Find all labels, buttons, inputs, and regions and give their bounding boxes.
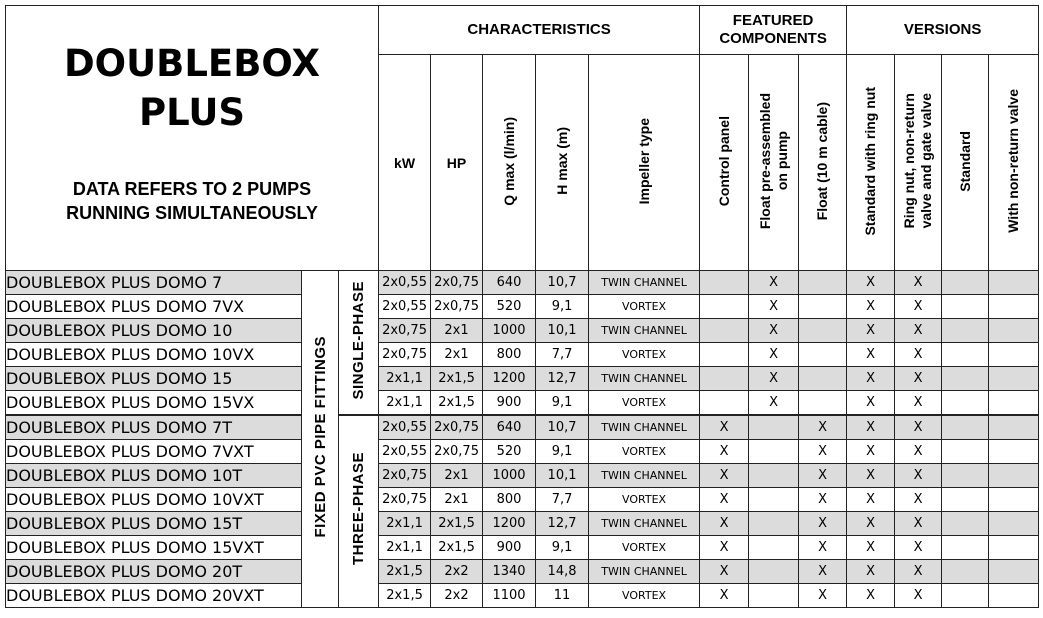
kw-cell: 2x0,55: [379, 295, 431, 319]
ring-nut-valves-cell: X: [895, 343, 942, 367]
impeller-cell: TWIN CHANNEL: [589, 464, 700, 488]
model-name-cell: DOUBLEBOX PLUS DOMO 20T: [6, 560, 302, 584]
non-return-valve-cell: [989, 560, 1039, 584]
ring-nut-valves-cell: X: [895, 488, 942, 512]
featured-line2: COMPONENTS: [719, 30, 827, 47]
kw-cell: 2x0,55: [379, 415, 431, 440]
model-name-cell: DOUBLEBOX PLUS DOMO 10: [6, 319, 302, 343]
float-preassembled-cell: X: [749, 391, 799, 416]
ring-nut-valves-cell: X: [895, 584, 942, 608]
kw-cell: 2x1,1: [379, 391, 431, 416]
model-name-cell: DOUBLEBOX PLUS DOMO 10VXT: [6, 488, 302, 512]
kw-cell: 2x1,5: [379, 584, 431, 608]
control-panel-cell: X: [700, 440, 749, 464]
impeller-cell: TWIN CHANNEL: [589, 512, 700, 536]
non-return-valve-cell: [989, 271, 1039, 295]
ring-nut-valves-cell: X: [895, 464, 942, 488]
float-preassembled-cell: [749, 488, 799, 512]
group-header-versions: VERSIONS: [847, 6, 1039, 55]
standard-cell: [942, 560, 989, 584]
ring-nut-valves-cell: X: [895, 560, 942, 584]
impeller-cell: TWIN CHANNEL: [589, 319, 700, 343]
hmax-cell: 9,1: [536, 536, 589, 560]
qmax-label: Q max (l/min): [500, 116, 517, 206]
non-return-valve-cell: [989, 391, 1039, 416]
ring-nut-valves-cell: X: [895, 536, 942, 560]
table-row: [6, 415, 1039, 440]
float-cable-cell: [799, 271, 847, 295]
kw-cell: 2x0,75: [379, 488, 431, 512]
impeller-cell: VORTEX: [589, 536, 700, 560]
standard-ring-nut-cell: X: [847, 271, 895, 295]
control-panel-cell: X: [700, 512, 749, 536]
column-header-non-return-valve: [989, 55, 1039, 271]
table-row: [6, 560, 1039, 584]
kw-cell: 2x0,75: [379, 343, 431, 367]
standard-cell: [942, 536, 989, 560]
float-cable-cell: [799, 343, 847, 367]
group-header-featured-components: [700, 6, 847, 55]
float-cable-cell: X: [799, 488, 847, 512]
kw-cell: 2x1,1: [379, 512, 431, 536]
ring-nut-valves-cell: X: [895, 512, 942, 536]
float-cable-label: Float (10 m cable): [814, 101, 831, 221]
hp-cell: 2x1,5: [431, 391, 483, 416]
model-name-cell: DOUBLEBOX PLUS DOMO 15: [6, 367, 302, 391]
non-return-valve-cell: [989, 343, 1039, 367]
standard-ring-nut-cell: X: [847, 391, 895, 416]
standard-ring-nut-cell: X: [847, 343, 895, 367]
hmax-cell: 14,8: [536, 560, 589, 584]
table-row: [6, 391, 1039, 416]
ring-nut-valves-cell: X: [895, 295, 942, 319]
kw-cell: 2x0,75: [379, 464, 431, 488]
qmax-cell: 520: [483, 440, 536, 464]
control-panel-cell: X: [700, 536, 749, 560]
float-preassembled-cell: [749, 415, 799, 440]
column-header-ring-nut-valves: [895, 55, 942, 271]
column-header-hmax: [536, 55, 589, 271]
hp-cell: 2x0,75: [431, 415, 483, 440]
impeller-cell: VORTEX: [589, 584, 700, 608]
table-row: [6, 295, 1039, 319]
model-name-cell: DOUBLEBOX PLUS DOMO 15VX: [6, 391, 302, 416]
impeller-cell: VORTEX: [589, 440, 700, 464]
control-panel-cell: [700, 367, 749, 391]
non-return-valve-cell: [989, 415, 1039, 440]
hmax-cell: 7,7: [536, 343, 589, 367]
table-row: [6, 488, 1039, 512]
ring-nut-valves-cell: X: [895, 367, 942, 391]
model-name-cell: DOUBLEBOX PLUS DOMO 7T: [6, 415, 302, 440]
hmax-cell: 12,7: [536, 512, 589, 536]
fittings-label-cell: [302, 271, 339, 608]
table-row: [6, 512, 1039, 536]
hmax-cell: 9,1: [536, 391, 589, 416]
hp-cell: 2x0,75: [431, 271, 483, 295]
standard-cell: [942, 343, 989, 367]
standard-ring-nut-cell: X: [847, 560, 895, 584]
non-return-valve-cell: [989, 367, 1039, 391]
float-cable-cell: [799, 295, 847, 319]
float-preassembled-cell: [749, 440, 799, 464]
float-preassembled-cell: [749, 536, 799, 560]
non-return-valve-cell: [989, 464, 1039, 488]
hp-cell: 2x1: [431, 464, 483, 488]
non-return-valve-cell: [989, 512, 1039, 536]
float-cable-cell: [799, 319, 847, 343]
control-panel-cell: X: [700, 415, 749, 440]
float-preassembled-cell: [749, 512, 799, 536]
ring-nut-valves-cell: X: [895, 271, 942, 295]
control-panel-label: Control panel: [715, 115, 732, 207]
hp-cell: 2x0,75: [431, 295, 483, 319]
single-phase-label-cell: [339, 271, 379, 416]
standard-label: Standard: [956, 130, 973, 192]
float-cable-cell: [799, 391, 847, 416]
control-panel-cell: X: [700, 488, 749, 512]
column-header-kw: kW: [379, 55, 431, 271]
product-title-line2: PLUS: [138, 91, 246, 134]
float-preassembled-cell: X: [749, 343, 799, 367]
table-row: [6, 319, 1039, 343]
float-preassembled-cell: [749, 464, 799, 488]
non-return-valve-cell: [989, 488, 1039, 512]
standard-cell: [942, 319, 989, 343]
qmax-cell: 1000: [483, 319, 536, 343]
standard-cell: [942, 295, 989, 319]
qmax-cell: 800: [483, 343, 536, 367]
fittings-label: FIXED PVC PIPE FITTINGS: [311, 335, 329, 538]
hp-cell: 2x1: [431, 488, 483, 512]
hmax-cell: 10,7: [536, 271, 589, 295]
kw-cell: 2x1,1: [379, 367, 431, 391]
qmax-cell: 900: [483, 536, 536, 560]
table-title-block: [6, 6, 379, 271]
qmax-cell: 800: [483, 488, 536, 512]
float-cable-cell: X: [799, 464, 847, 488]
impeller-cell: VORTEX: [589, 343, 700, 367]
control-panel-cell: [700, 271, 749, 295]
standard-cell: [942, 415, 989, 440]
column-header-standard: [942, 55, 989, 271]
qmax-cell: 1000: [483, 464, 536, 488]
impeller-label: Impeller type: [635, 117, 652, 205]
model-name-cell: DOUBLEBOX PLUS DOMO 7: [6, 271, 302, 295]
impeller-cell: TWIN CHANNEL: [589, 271, 700, 295]
non-return-valve-cell: [989, 536, 1039, 560]
standard-ring-nut-cell: X: [847, 464, 895, 488]
hp-cell: 2x1: [431, 319, 483, 343]
standard-ring-nut-cell: X: [847, 415, 895, 440]
float-cable-cell: X: [799, 560, 847, 584]
three-phase-label: THREE-PHASE: [350, 452, 368, 566]
ring-nut-valves-label: Ring nut, non-return valve and gate valve: [901, 93, 935, 229]
standard-ring-nut-cell: X: [847, 440, 895, 464]
non-return-valve-cell: [989, 319, 1039, 343]
model-name-cell: DOUBLEBOX PLUS DOMO 7VXT: [6, 440, 302, 464]
product-title: [6, 39, 378, 137]
impeller-cell: VORTEX: [589, 391, 700, 416]
standard-cell: [942, 464, 989, 488]
group-header-characteristics: CHARACTERISTICS: [379, 6, 700, 55]
standard-ring-nut-cell: X: [847, 367, 895, 391]
float-cable-cell: X: [799, 415, 847, 440]
float-preassembled-cell: X: [749, 367, 799, 391]
hmax-cell: 9,1: [536, 440, 589, 464]
qmax-cell: 1340: [483, 560, 536, 584]
data-note: [6, 177, 378, 225]
table-row: [6, 367, 1039, 391]
column-header-control-panel: [700, 55, 749, 271]
hp-cell: 2x0,75: [431, 440, 483, 464]
impeller-cell: VORTEX: [589, 488, 700, 512]
float-cable-cell: X: [799, 512, 847, 536]
table-row: [6, 464, 1039, 488]
table-row: [6, 271, 1039, 295]
qmax-cell: 1200: [483, 367, 536, 391]
kw-cell: 2x1,5: [379, 560, 431, 584]
float-cable-cell: X: [799, 536, 847, 560]
standard-ring-nut-cell: X: [847, 295, 895, 319]
control-panel-cell: [700, 295, 749, 319]
control-panel-cell: [700, 319, 749, 343]
product-title-line1: DOUBLEBOX: [63, 42, 321, 85]
standard-cell: [942, 367, 989, 391]
hmax-cell: 9,1: [536, 295, 589, 319]
hp-cell: 2x1: [431, 343, 483, 367]
ring-nut-valves-cell: X: [895, 415, 942, 440]
control-panel-cell: [700, 343, 749, 367]
model-name-cell: DOUBLEBOX PLUS DOMO 15T: [6, 512, 302, 536]
spec-table-container: [5, 5, 1039, 608]
hmax-cell: 11: [536, 584, 589, 608]
hp-cell: 2x2: [431, 560, 483, 584]
control-panel-cell: X: [700, 560, 749, 584]
standard-ring-nut-cell: X: [847, 488, 895, 512]
standard-ring-nut-cell: X: [847, 512, 895, 536]
control-panel-cell: [700, 391, 749, 416]
float-preassembled-cell: X: [749, 319, 799, 343]
standard-cell: [942, 271, 989, 295]
model-name-cell: DOUBLEBOX PLUS DOMO 10VX: [6, 343, 302, 367]
column-header-float-preassembled: [749, 55, 799, 271]
float-cable-cell: X: [799, 440, 847, 464]
featured-line1: FEATURED: [732, 12, 814, 29]
impeller-cell: TWIN CHANNEL: [589, 560, 700, 584]
ring-nut-valves-cell: X: [895, 391, 942, 416]
ring-nut-valves-cell: X: [895, 440, 942, 464]
single-phase-label: SINGLE-PHASE: [350, 280, 368, 400]
hmax-cell: 12,7: [536, 367, 589, 391]
column-header-standard-ring-nut: [847, 55, 895, 271]
non-return-valve-cell: [989, 440, 1039, 464]
impeller-cell: VORTEX: [589, 295, 700, 319]
kw-cell: 2x0,55: [379, 271, 431, 295]
float-preassembled-label: Float pre-assembled on pump: [756, 92, 790, 230]
three-phase-label-cell: [339, 415, 379, 608]
impeller-cell: TWIN CHANNEL: [589, 415, 700, 440]
hmax-cell: 7,7: [536, 488, 589, 512]
standard-ring-nut-label: Standard with ring nut: [862, 86, 879, 236]
hp-cell: 2x2: [431, 584, 483, 608]
kw-cell: 2x0,75: [379, 319, 431, 343]
qmax-cell: 640: [483, 415, 536, 440]
non-return-valve-cell: [989, 295, 1039, 319]
non-return-valve-label: With non-return valve: [1005, 89, 1022, 233]
standard-ring-nut-cell: X: [847, 319, 895, 343]
qmax-cell: 1200: [483, 512, 536, 536]
data-note-line2: RUNNING SIMULTANEOUSLY: [66, 203, 318, 223]
control-panel-cell: X: [700, 584, 749, 608]
standard-ring-nut-cell: X: [847, 584, 895, 608]
kw-cell: 2x1,1: [379, 536, 431, 560]
column-header-impeller: [589, 55, 700, 271]
float-preassembled-cell: [749, 584, 799, 608]
spec-table-body: [6, 271, 1039, 608]
model-name-cell: DOUBLEBOX PLUS DOMO 7VX: [6, 295, 302, 319]
control-panel-cell: X: [700, 464, 749, 488]
standard-cell: [942, 488, 989, 512]
table-row: [6, 343, 1039, 367]
float-cable-cell: [799, 367, 847, 391]
qmax-cell: 1100: [483, 584, 536, 608]
hp-cell: 2x1,5: [431, 512, 483, 536]
standard-ring-nut-cell: X: [847, 536, 895, 560]
standard-cell: [942, 440, 989, 464]
float-preassembled-cell: X: [749, 295, 799, 319]
table-row: [6, 536, 1039, 560]
kw-cell: 2x0,55: [379, 440, 431, 464]
hmax-cell: 10,7: [536, 415, 589, 440]
qmax-cell: 520: [483, 295, 536, 319]
column-header-qmax: [483, 55, 536, 271]
standard-cell: [942, 391, 989, 416]
column-header-float-cable: [799, 55, 847, 271]
model-name-cell: DOUBLEBOX PLUS DOMO 20VXT: [6, 584, 302, 608]
model-name-cell: DOUBLEBOX PLUS DOMO 10T: [6, 464, 302, 488]
qmax-cell: 640: [483, 271, 536, 295]
column-header-hp: HP: [431, 55, 483, 271]
table-row: [6, 584, 1039, 608]
hmax-label: H max (m): [553, 127, 570, 195]
standard-cell: [942, 512, 989, 536]
float-preassembled-cell: X: [749, 271, 799, 295]
model-name-cell: DOUBLEBOX PLUS DOMO 15VXT: [6, 536, 302, 560]
data-note-line1: DATA REFERS TO 2 PUMPS: [72, 179, 312, 199]
product-spec-table: [5, 5, 1039, 608]
hp-cell: 2x1,5: [431, 536, 483, 560]
hmax-cell: 10,1: [536, 464, 589, 488]
impeller-cell: TWIN CHANNEL: [589, 367, 700, 391]
float-cable-cell: X: [799, 584, 847, 608]
hmax-cell: 10,1: [536, 319, 589, 343]
non-return-valve-cell: [989, 584, 1039, 608]
hp-cell: 2x1,5: [431, 367, 483, 391]
table-row: [6, 440, 1039, 464]
float-preassembled-cell: [749, 560, 799, 584]
qmax-cell: 900: [483, 391, 536, 416]
ring-nut-valves-cell: X: [895, 319, 942, 343]
standard-cell: [942, 584, 989, 608]
